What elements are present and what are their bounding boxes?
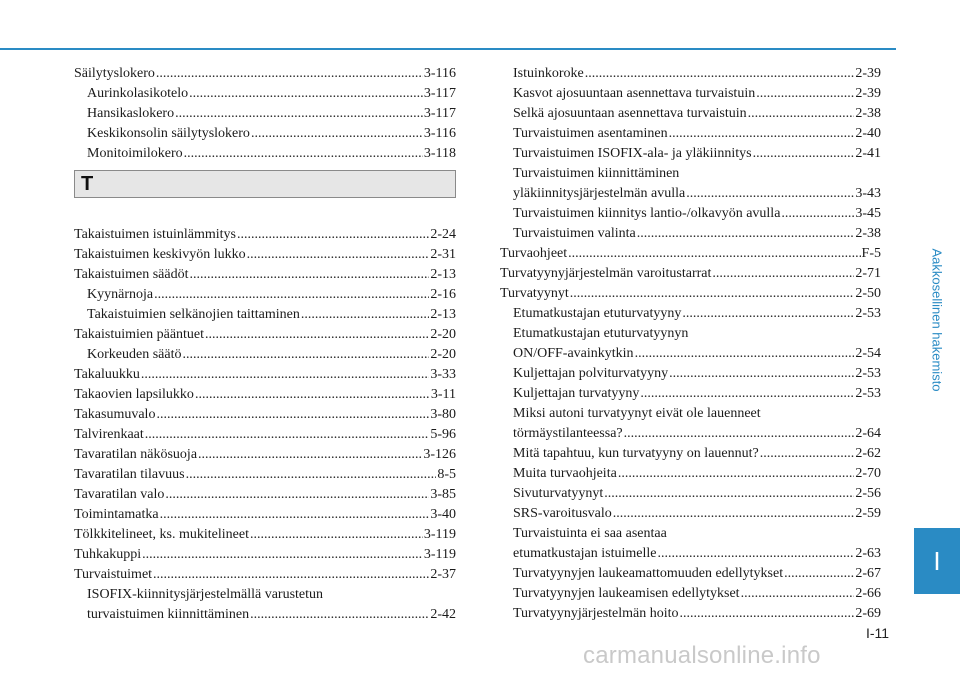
entry-page: 2-13 xyxy=(430,267,456,282)
entry-page: 3-116 xyxy=(423,126,456,141)
dot-leader xyxy=(250,605,429,625)
entry-page: 2-63 xyxy=(855,546,881,561)
entry-label: Tavaratilan valo xyxy=(74,487,165,502)
entry-page: 2-20 xyxy=(430,347,456,362)
entry-label: Turvatyynyjärjestelmän varoitustarrat xyxy=(500,266,712,281)
index-entry xyxy=(500,444,881,464)
entry-label-line1: Miksi autoni turvatyynyt eivät ole lauenneet xyxy=(513,406,761,421)
entry-page: 2-70 xyxy=(855,466,881,481)
entry-page: 3-117 xyxy=(423,86,456,101)
dot-leader xyxy=(760,444,855,464)
index-entry xyxy=(500,104,881,124)
index-entry xyxy=(513,544,881,564)
index-entry xyxy=(74,545,456,565)
index-entry xyxy=(74,84,456,104)
dot-leader xyxy=(205,325,429,345)
entry-page: 2-50 xyxy=(855,286,881,301)
index-entry xyxy=(500,244,881,264)
dot-leader xyxy=(741,584,855,604)
entry-label: Kuljettajan turvatyyny xyxy=(513,386,640,401)
entry-page: 3-11 xyxy=(430,387,456,402)
dot-leader xyxy=(640,384,854,404)
dot-leader xyxy=(247,245,430,265)
entry-page: 2-62 xyxy=(855,446,881,461)
index-entry xyxy=(513,344,881,364)
index-tab-letter: I xyxy=(933,546,941,576)
entry-label: Takaluukku xyxy=(74,367,140,382)
dot-leader xyxy=(604,484,854,504)
dot-leader xyxy=(753,144,855,164)
index-entry xyxy=(500,284,881,304)
entry-label: törmäystilanteessa? xyxy=(513,426,623,441)
index-entry xyxy=(74,325,456,345)
entry-page: 2-64 xyxy=(855,426,881,441)
index-entry xyxy=(500,464,881,484)
index-entry xyxy=(500,484,881,504)
entry-page: 3-119 xyxy=(423,527,456,542)
index-entry xyxy=(500,304,881,324)
entry-page: 3-80 xyxy=(430,407,456,422)
dot-leader xyxy=(186,465,437,485)
entry-page: 3-40 xyxy=(430,507,456,522)
index-entry xyxy=(74,405,456,425)
entry-page: 3-43 xyxy=(855,186,881,201)
index-entry xyxy=(500,504,881,524)
dot-leader xyxy=(175,104,423,124)
index-entry xyxy=(500,204,881,224)
entry-page: 2-54 xyxy=(855,346,881,361)
entry-label: Mitä tapahtuu, kun turvatyyny on lauennut? xyxy=(513,446,759,461)
entry-page: 3-85 xyxy=(430,487,456,502)
dot-leader xyxy=(637,224,855,244)
index-entry xyxy=(500,224,881,244)
entry-label: Turvatyynyjen laukeamattomuuden edellytykset xyxy=(513,566,784,581)
entry-label: Talvirenkaat xyxy=(74,427,144,442)
index-entry xyxy=(74,104,456,124)
dot-leader xyxy=(250,525,423,545)
entry-label: ON/OFF-avainkytkin xyxy=(513,346,634,361)
entry-label: Säilytyslokero xyxy=(74,66,155,81)
dot-leader xyxy=(141,365,429,385)
watermark-text: carmanualsonline.info xyxy=(583,642,821,669)
index-entry xyxy=(74,305,456,325)
entry-label: Turvaohjeet xyxy=(500,246,568,261)
dot-leader xyxy=(189,84,423,104)
index-entry-multiline xyxy=(74,585,456,625)
dot-leader xyxy=(190,265,430,285)
dot-leader xyxy=(784,564,854,584)
index-entry xyxy=(87,605,456,625)
entry-list-right xyxy=(500,64,881,624)
entry-label: Takaistuimen säädöt xyxy=(74,267,189,282)
section-header-t xyxy=(74,170,456,198)
index-entry xyxy=(74,285,456,305)
index-entry xyxy=(74,225,456,245)
entry-label: Selkä ajosuuntaan asennettava turvaistuin xyxy=(513,106,747,121)
entry-label: SRS-varoitusvalo xyxy=(513,506,612,521)
dot-leader xyxy=(613,504,855,524)
entry-page: 2-53 xyxy=(855,366,881,381)
entry-page: 2-71 xyxy=(855,266,881,281)
dot-leader xyxy=(712,264,854,284)
index-entry xyxy=(74,525,456,545)
index-entry xyxy=(74,265,456,285)
entry-page: 2-69 xyxy=(855,606,881,621)
dot-leader xyxy=(657,544,854,564)
entry-label: turvaistuimen kiinnittäminen xyxy=(87,607,250,622)
dot-leader xyxy=(682,304,854,324)
entry-page: 2-41 xyxy=(855,146,881,161)
entry-label: Tölkkitelineet, ks. mukitelineet xyxy=(74,527,249,542)
dot-leader xyxy=(635,344,855,364)
entry-label-line1: Etumatkustajan etuturvatyynyn xyxy=(513,326,689,341)
dot-leader xyxy=(570,284,855,304)
index-entry xyxy=(74,124,456,144)
index-entry xyxy=(74,245,456,265)
entry-page: 3-45 xyxy=(855,206,881,221)
entry-label: Turvaistuimen valinta xyxy=(513,226,636,241)
entry-label: Kyynärnoja xyxy=(87,287,154,302)
entry-label: Toimintamatka xyxy=(74,507,159,522)
index-entry xyxy=(500,584,881,604)
entry-page: 3-126 xyxy=(423,447,456,462)
dot-leader xyxy=(781,204,854,224)
index-entry-multiline xyxy=(500,324,881,364)
index-entry xyxy=(500,564,881,584)
entry-label: Etumatkustajan etuturvatyyny xyxy=(513,306,682,321)
index-entry xyxy=(500,364,881,384)
dot-leader xyxy=(142,545,423,565)
index-entry xyxy=(74,64,456,84)
index-entry xyxy=(74,385,456,405)
index-entry-multiline xyxy=(500,404,881,444)
entry-label: Sivuturvatyynyt xyxy=(513,486,604,501)
dot-leader xyxy=(160,505,430,525)
dot-leader xyxy=(156,405,429,425)
index-entry xyxy=(74,365,456,385)
entry-label: Turvaistuimet xyxy=(74,567,153,582)
entry-label: Turvatyynyjen laukeamisen edellytykset xyxy=(513,586,740,601)
entry-page: 2-39 xyxy=(855,86,881,101)
entry-page: 2-40 xyxy=(855,126,881,141)
entry-label: Turvaistuimen kiinnitys lantio-/olkavyön avulla xyxy=(513,206,781,221)
entry-page: 2-13 xyxy=(430,307,456,322)
dot-leader xyxy=(680,604,855,624)
entry-page: 3-119 xyxy=(423,547,456,562)
entry-label: Takaistuimen keskivyön lukko xyxy=(74,247,246,262)
entry-label: Turvatyynyt xyxy=(500,286,569,301)
index-entry-multiline xyxy=(500,524,881,564)
dot-leader xyxy=(153,565,429,585)
entry-page: 2-37 xyxy=(430,567,456,582)
entry-page: 2-53 xyxy=(855,306,881,321)
entry-label: Aurinkolasikotelo xyxy=(87,86,189,101)
entry-page: 2-24 xyxy=(430,227,456,242)
entry-label: Tavaratilan näkösuoja xyxy=(74,447,198,462)
index-entry xyxy=(74,465,456,485)
dot-leader xyxy=(669,364,854,384)
index-entry xyxy=(74,485,456,505)
entry-page: 2-56 xyxy=(855,486,881,501)
index-column-left xyxy=(74,64,456,625)
entry-label: Monitoimilokero xyxy=(87,146,183,161)
entry-label: Takaistuimien pääntuet xyxy=(74,327,205,342)
dot-leader xyxy=(748,104,855,124)
dot-leader xyxy=(237,225,429,245)
entry-label: Tuhkakuppi xyxy=(74,547,142,562)
dot-leader xyxy=(198,445,422,465)
entry-page: 2-38 xyxy=(855,106,881,121)
entry-page: 3-33 xyxy=(430,367,456,382)
entry-label: Turvaistuimen asentaminen xyxy=(513,126,668,141)
entry-page: 5-96 xyxy=(430,427,456,442)
entry-label: Hansikaslokero xyxy=(87,106,175,121)
entry-page: 3-116 xyxy=(423,66,456,81)
entry-label-line1: ISOFIX-kiinnitysjärjestelmällä varustetun xyxy=(87,587,324,602)
entry-label: Kuljettajan polviturvatyyny xyxy=(513,366,669,381)
dot-leader xyxy=(154,285,429,305)
entry-label: Turvatyynyjärjestelmän hoito xyxy=(513,606,679,621)
entry-page: 2-31 xyxy=(430,247,456,262)
index-entry xyxy=(500,604,881,624)
index-entry xyxy=(513,424,881,444)
dot-leader xyxy=(756,84,854,104)
dot-leader xyxy=(195,385,430,405)
entry-label: Takasumuvalo xyxy=(74,407,156,422)
index-entry xyxy=(500,384,881,404)
index-entry xyxy=(500,124,881,144)
index-entry xyxy=(74,565,456,585)
dot-leader xyxy=(182,345,429,365)
entry-page: 2-59 xyxy=(855,506,881,521)
page-number: I-11 xyxy=(866,625,890,641)
dot-leader xyxy=(585,64,855,84)
entry-page: F-5 xyxy=(861,246,881,261)
entry-page: 2-39 xyxy=(855,66,881,81)
index-entry xyxy=(500,144,881,164)
entry-page: 2-67 xyxy=(855,566,881,581)
dot-leader xyxy=(156,64,423,84)
entry-label-line1: Turvaistuimen kiinnittäminen xyxy=(513,166,680,181)
index-tab xyxy=(914,528,960,594)
dot-leader xyxy=(568,244,860,264)
index-entry xyxy=(74,425,456,445)
entry-page: 2-53 xyxy=(855,386,881,401)
dot-leader xyxy=(686,184,854,204)
entry-page: 2-38 xyxy=(855,226,881,241)
entry-page: 3-117 xyxy=(423,106,456,121)
entry-label: Turvaistuimen ISOFIX-ala- ja yläkiinnitys xyxy=(513,146,752,161)
dot-leader xyxy=(624,424,855,444)
entry-label: Takaistuimien selkänojien taittaminen xyxy=(87,307,300,322)
index-entry xyxy=(74,345,456,365)
entry-label: Tavaratilan tilavuus xyxy=(74,467,185,482)
section-letter: T xyxy=(81,172,94,195)
index-entry xyxy=(500,84,881,104)
entry-label: Korkeuden säätö xyxy=(87,347,182,362)
dot-leader xyxy=(165,485,429,505)
side-label: Aakkosellinen hakemisto xyxy=(929,248,945,392)
entry-list-before-section xyxy=(74,64,456,164)
index-entry xyxy=(74,505,456,525)
entry-page: 3-118 xyxy=(423,146,456,161)
entry-list-after-section xyxy=(74,225,456,625)
dot-leader xyxy=(184,144,423,164)
index-entry-multiline xyxy=(500,164,881,204)
entry-page: 2-16 xyxy=(430,287,456,302)
entry-label: etumatkustajan istuimelle xyxy=(513,546,657,561)
dot-leader xyxy=(145,425,430,445)
index-entry xyxy=(74,445,456,465)
dot-leader xyxy=(251,124,423,144)
entry-label-line1: Turvaistuinta ei saa asentaa xyxy=(513,526,667,541)
dot-leader xyxy=(618,464,855,484)
entry-page: 2-42 xyxy=(430,607,456,622)
index-entry xyxy=(500,64,881,84)
index-column-right xyxy=(500,64,881,624)
entry-label: Keskikonsolin säilytyslokero xyxy=(87,126,250,141)
entry-label: Kasvot ajosuuntaan asennettava turvaistuin xyxy=(513,86,756,101)
entry-label: Takaistuimen istuinlämmitys xyxy=(74,227,236,242)
entry-page: 2-66 xyxy=(855,586,881,601)
entry-label: Muita turvaohjeita xyxy=(513,466,617,481)
header-rule xyxy=(0,48,896,50)
entry-label: yläkiinnitysjärjestelmän avulla xyxy=(513,186,686,201)
entry-label: Istuinkoroke xyxy=(513,66,584,81)
entry-page: 2-20 xyxy=(430,327,456,342)
entry-page: 8-5 xyxy=(437,467,456,482)
dot-leader xyxy=(669,124,855,144)
index-entry xyxy=(500,264,881,284)
index-entry xyxy=(513,184,881,204)
index-entry xyxy=(74,144,456,164)
dot-leader xyxy=(301,305,429,325)
entry-label: Takaovien lapsilukko xyxy=(74,387,194,402)
